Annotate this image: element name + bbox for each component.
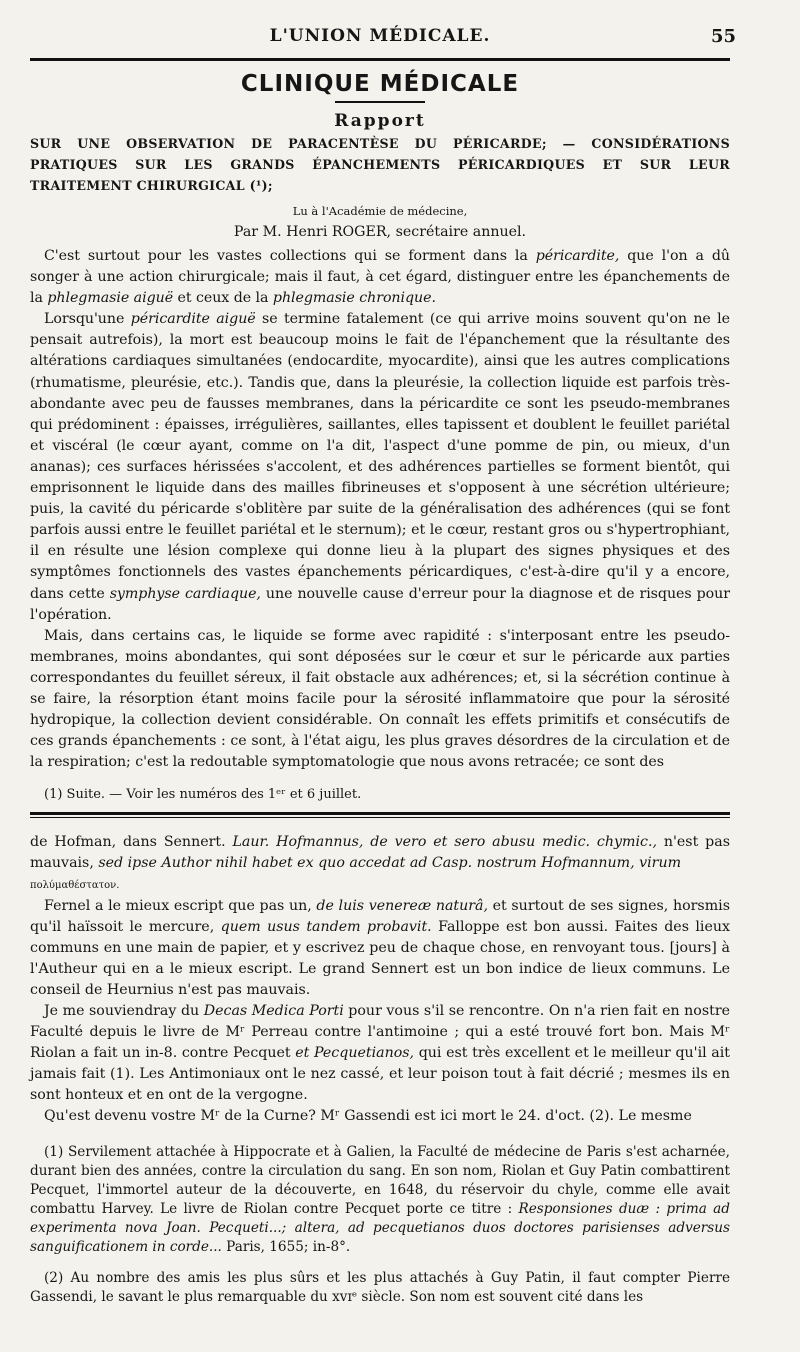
author-line: Par M. Henri ROGER, secrétaire annuel. <box>233 224 527 240</box>
letter-paragraph-2: Fernel a le mieux escript que pas un, de luis venereæ naturâ, et surtout de ses signes, horsmis qu'il haïssoit le mercure, quem usus tandem probavit. Falloppe est bon aussi. Faites des lieux communs en une main de papier, et y escrivez peu de chaque chose, en renvoyant tous. [jours] à l'Autheur qui en a le mieux escript. Le grand Sennert est un bon indice de lieux communs. Le conseil de Heurnius n'est pas mauvais. <box>30 898 730 999</box>
article-footnote: (1) Suite. — Voir les numéros des 1ᵉʳ et 6 juillet. <box>44 787 362 803</box>
letter-paragraph-3: Je me souviendray du Decas Medica Porti pour vous s'il se rencontre. On n'a rien fait en nostre Faculté depuis le livre de Mʳ Perreau contre l'antimoine ; qui a esté trouvé fort bon. Mais Mʳ Riolan a fait un in-8. contre Pecquet et Pecquetianos, qui est très excellent et le meilleur qu'il ait jamais fait (1). Les Antimoniaux ont le nez cassé, et leur poison tout à fait décrié ; mesmes ils en sont honteux et en ont de la vergogne. <box>30 1003 730 1104</box>
journal-page <box>30 24 736 1307</box>
journal-title: L'UNION MÉDICALE. <box>269 26 491 46</box>
section-separator <box>30 812 730 815</box>
section-title: CLINIQUE MÉDICALE <box>240 71 520 97</box>
report-heading: Rapport <box>334 111 426 131</box>
note-2: (2) Au nombre des amis les plus sûrs et les plus attachés à Guy Patin, il faut compter Pierre Gassendi, le savant le plus remarquable du xvɪᵉ siècle. Son nom est souvent cité dans les <box>30 1270 730 1306</box>
letter-body <box>30 832 730 1127</box>
note-1: (1) Servilement attachée à Hippocrate et à Galien, la Faculté de médecine de Paris s'est acharnée, durant bien des années, contre la circulation du sang. En son nom, Riolan et Guy Patin combattirent Pecquet, l'immortel auteur de la découverte, en 1648, du réservoir du chyle, comme elle avait combattu Harvey. Le livre de Riolan contre Pecquet porte ce titre : Responsiones duæ : prima ad experimenta nova Joan. Pecqueti...; altera, ad pecquetianos duos doctores parisienses adversus sanguificationem in corde... Paris, 1655; in-8°. <box>30 1144 730 1256</box>
letter-notes <box>30 1143 730 1307</box>
letter-paragraph-4: Qu'est devenu vostre Mʳ de la Curne? Mʳ Gassendi est ici mort le 24. d'oct. (2). Le mesme <box>44 1108 692 1125</box>
letter-paragraph-1: de Hofman, dans Sennert. Laur. Hofmannus, de vero et sero abusu medic. chymic., n'est pas mauvais, sed ipse Author nihil habet ex quo accedat ad Casp. nostrum Hofmannum, virum πολύμαθέστατον. <box>30 834 730 892</box>
header-rule <box>30 58 730 61</box>
page-number: 55 <box>710 26 736 47</box>
running-header <box>30 24 736 52</box>
paragraph-1: C'est surtout pour les vastes collections qui se forment dans la péricardite, que l'on a dû songer à une action chirurgicale; mais il faut, à cet égard, distinguer entre les épanchements de la phlegmasie aiguë et ceux de la phlegmasie chronique. <box>30 248 730 307</box>
report-subtitle: SUR UNE OBSERVATION DE PARACENTÈSE DU PÉRICARDE; — CONSIDÉRATIONS PRATIQUES SUR LES GRANDS ÉPANCHEMENTS PÉRICARDIQUES ET SUR LEUR TRAITEMENT CHIRURGICAL (¹); <box>30 136 730 193</box>
section-separator-thin <box>30 817 730 818</box>
read-at-line: Lu à l'Académie de médecine, <box>292 204 468 218</box>
title-divider <box>335 101 425 103</box>
article-body <box>30 246 730 773</box>
paragraph-3: Mais, dans certains cas, le liquide se forme avec rapidité : s'interposant entre les pseudo-membranes, moins abondantes, qui sont déposées sur le cœur et sur le péricarde aux parties correspondantes du feuillet séreux, il fait obstacle aux adhérences; et, si la sécrétion continue à se faire, la résorption étant moins facile pour la sérosité inflammatoire que pour la sérosité hydropique, la collection devient considérable. On connaît les effets primitifs et consécutifs de ces grands épanchements : ce sont, à l'état aigu, les plus graves désordres de la circulation et de la respiration; c'est la redoutable symptomatologie que nous avons retracée; ce sont des <box>30 627 730 771</box>
paragraph-2: Lorsqu'une péricardite aiguë se termine fatalement (ce qui arrive moins souvent qu'on ne le pensait autrefois), la mort est beaucoup moins le fait de l'épanchement que la résultante des altérations cardiaques simultanées (endocardite, myocardite), ainsi que les autres complications (rhumatisme, pleurésie, etc.). Tandis que, dans la pleurésie, la collection liquide est parfois très-abondante avec peu de fausses membranes, dans la péricardite ce sont les pseudo-membranes qui prédominent : épaisses, irrégulières, saillantes, elles tapissent et doublent le feuillet pariétal et viscéral (le cœur ayant, comme on l'a dit, l'aspect d'une pomme de pin, ou mieux, d'un ananas); ces surfaces hérissées s'accolent, et des adhérences partielles se forment bientôt, qui emprisonnent le liquide dans des mailles fibrineuses et s'opposent à une sécrétion ultérieure; puis, la cavité du péricarde s'oblitère par suite de la généralisation des adhérences (qui se font parfois aussi entre le feuillet pariétal et le sternum); et le cœur, restant gros ou s'hypertrophiant, il en résulte une lésion complexe qui donne lieu à la plupart des signes physiques et des symptômes fonctionnels des vastes épanchements péricardiques, c'est-à-dire qu'il y a encore, dans cette symphyse cardiaque, une nouvelle cause d'erreur pour la diagnose et de risques pour l'opération. <box>30 311 731 623</box>
